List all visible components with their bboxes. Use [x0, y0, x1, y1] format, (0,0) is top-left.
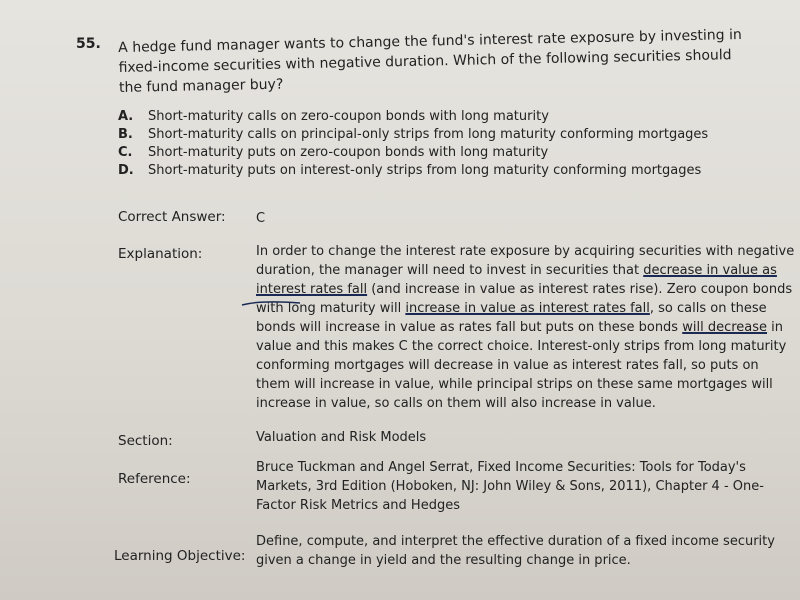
option-b	[118, 126, 738, 144]
handwritten-underline-1: decrease in value as interest rates fall	[256, 263, 777, 297]
option-a	[118, 108, 738, 126]
handwritten-underline-3: will decrease	[682, 320, 768, 335]
explanation-part: (and increase in value as interest rates rise). Zero coupon bonds with long maturity will	[256, 282, 793, 316]
option-text: Short-maturity puts on interest-only strips from long maturity conforming mortgages	[148, 163, 702, 178]
option-text: Short-maturity calls on zero-coupon bonds with long maturity	[148, 109, 549, 124]
explanation-text	[256, 242, 796, 413]
answer-options	[118, 108, 738, 180]
option-letter: C.	[118, 145, 133, 160]
question-text: A hedge fund manager wants to change the fund's interest rate exposure by investing in fixed-income securities with negative duration. Which of the following securities should the fund manager buy?	[118, 26, 742, 96]
question-number: 55.	[76, 36, 101, 52]
option-letter: A.	[118, 109, 134, 124]
explanation-part: in value and this makes C the correct choice. Interest-only strips from long maturity conforming mortgages will decrease in value as interest rates fall, so puts on them will increase in value, while principal strips on these same mortgages will increase in value, so calls on them will also increase in value.	[256, 320, 787, 411]
option-text: Short-maturity puts on zero-coupon bonds with long maturity	[148, 145, 549, 160]
section-value: Valuation and Risk Models	[256, 430, 427, 445]
option-c	[118, 144, 738, 162]
option-d	[118, 162, 738, 180]
explanation-label: Explanation:	[118, 246, 203, 262]
explanation-part: In order to change the interest rate exposure by acquiring securities with negative duration, the manager will need to invest in securities that	[256, 244, 795, 278]
handwritten-underline-2: increase in value as interest rates fall	[405, 301, 650, 316]
learning-objective-label: Learning Objective:	[114, 548, 246, 564]
correct-answer-label: Correct Answer:	[118, 209, 226, 225]
option-letter: D.	[118, 163, 134, 178]
section-label: Section:	[118, 433, 173, 449]
reference-value: Bruce Tuckman and Angel Serrat, Fixed Income Securities: Tools for Today's Markets, 3rd Edition (Hoboken, NJ: John Wiley & Sons, 2011), Chapter 4 - One-Factor Risk Metrics and Hedges	[256, 460, 764, 513]
option-text: Short-maturity calls on principal-only strips from long maturity conforming mortgages	[148, 127, 709, 142]
option-letter: B.	[118, 127, 133, 142]
learning-objective-value: Define, compute, and interpret the effective duration of a fixed income security given a change in yield and the resulting change in price.	[256, 534, 775, 568]
reference-label: Reference:	[118, 471, 191, 487]
explanation-part: , so calls on these bonds will increase in value as rates fall but puts on these bonds	[256, 301, 767, 335]
correct-answer-value: C	[256, 211, 266, 226]
